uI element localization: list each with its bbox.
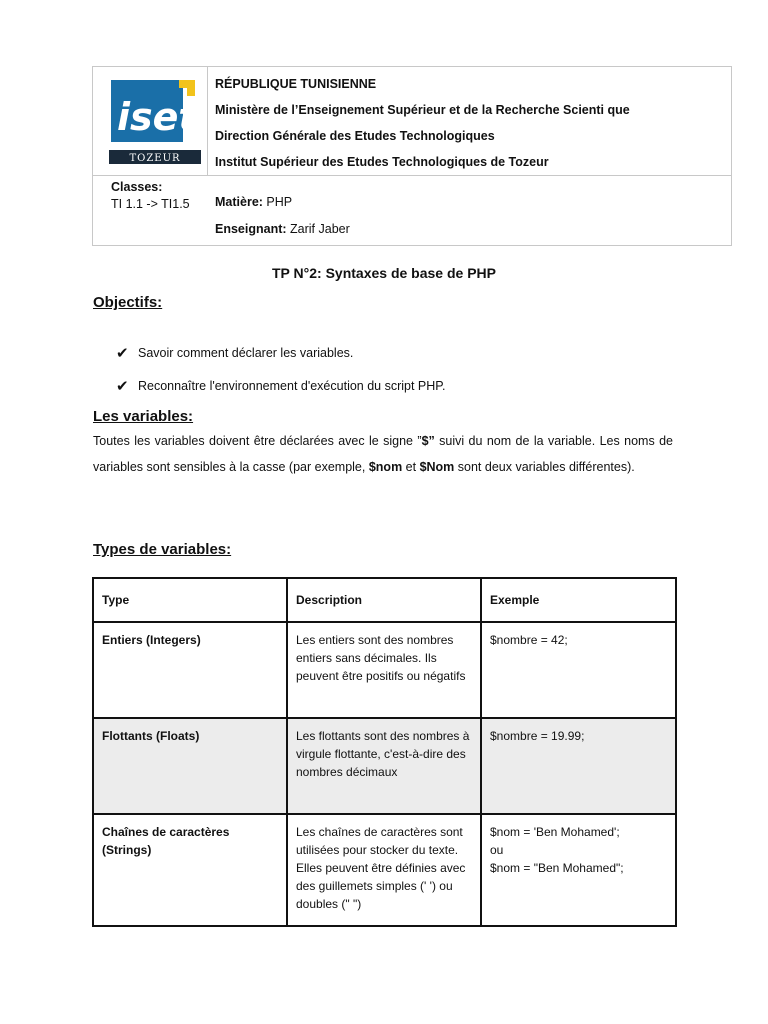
header-divider-horizontal (93, 175, 731, 176)
matiere-label: Matière: (215, 195, 263, 209)
iset-tozeur-logo (109, 78, 203, 166)
para-bold: $Nom (419, 460, 455, 474)
para-text: suivi du nom de la variable. Les noms de variables sont sensibles à la casse (par exemple, (93, 434, 673, 474)
description-cell: Les chaînes de caractères sont utilisées pour stocker du texte. Elles peuvent être définies avec des guillemets simples (' ') ou doubles (" ") (287, 814, 481, 926)
header-institute: Institut Supérieur des Etudes Technologiques de Tozeur (215, 155, 549, 169)
para-text: et (402, 460, 420, 474)
column-header-type: Type (93, 578, 287, 622)
svg-text:TOZEUR: TOZEUR (129, 153, 181, 164)
header-institution-lines (215, 71, 630, 175)
header-direction: Direction Générale des Etudes Technologiques (215, 129, 495, 143)
para-bold: $” (421, 434, 435, 448)
types-table (92, 577, 677, 927)
example-cell: $nombre = 42; (481, 622, 676, 718)
table-row (93, 718, 676, 814)
column-header-description: Description (287, 578, 481, 622)
variables-paragraph (93, 428, 673, 480)
objectives-list (116, 336, 446, 402)
example-line: $nom = 'Ben Mohamed'; (490, 825, 620, 839)
type-cell: Flottants (Floats) (93, 718, 287, 814)
header-divider-vertical (207, 67, 208, 175)
classes-label: Classes: (111, 180, 163, 194)
page-title: TP N°2: Syntaxes de base de PHP (272, 265, 496, 281)
example-cell (481, 814, 676, 926)
enseignant-line (215, 216, 350, 243)
example-cell: $nombre = 19.99; (481, 718, 676, 814)
description-cell: Les flottants sont des nombres à virgule flottante, c'est-à-dire des nombres décimaux (287, 718, 481, 814)
example-line: ou (490, 843, 504, 857)
list-item (116, 336, 446, 369)
matiere-value: PHP (262, 195, 293, 209)
example-line: $nom = "Ben Mohamed"; (490, 861, 624, 875)
header-table (92, 66, 732, 246)
list-item (116, 369, 446, 402)
checkmark-icon: ✔ (116, 377, 129, 395)
classes-value: TI 1.1 -> TI1.5 (111, 197, 190, 211)
header-ministry: Ministère de l’Enseignement Supérieur et de la Recherche Scienti que (215, 103, 630, 117)
table-row (93, 622, 676, 718)
table-header-row (93, 578, 676, 622)
type-cell: Entiers (Integers) (93, 622, 287, 718)
enseignant-value: Zarif Jaber (286, 222, 350, 236)
enseignant-label: Enseignant: (215, 222, 287, 236)
para-bold: $nom (368, 460, 403, 474)
column-header-exemple: Exemple (481, 578, 676, 622)
header-republic: RÉPUBLIQUE TUNISIENNE (215, 77, 377, 91)
table-row (93, 814, 676, 926)
para-text: sont deux variables différentes). (454, 460, 635, 474)
types-heading: Types de variables: (93, 541, 232, 558)
classes-cell (111, 179, 190, 213)
para-text: Toutes les variables doivent être déclarées avec le signe ” (93, 434, 422, 448)
svg-text:iset: iset (117, 95, 197, 139)
objective-text: Savoir comment déclarer les variables. (138, 345, 354, 360)
variables-heading: Les variables: (93, 408, 194, 425)
checkmark-icon: ✔ (116, 344, 129, 362)
course-meta (215, 189, 350, 243)
type-cell: Chaînes de caractères (Strings) (93, 814, 287, 926)
objectifs-heading: Objectifs: (93, 294, 163, 311)
objective-text: Reconnaître l'environnement d'exécution du script PHP. (138, 378, 446, 393)
description-cell: Les entiers sont des nombres entiers sans décimales. Ils peuvent être positifs ou négatifs (287, 622, 481, 718)
matiere-line (215, 189, 350, 216)
